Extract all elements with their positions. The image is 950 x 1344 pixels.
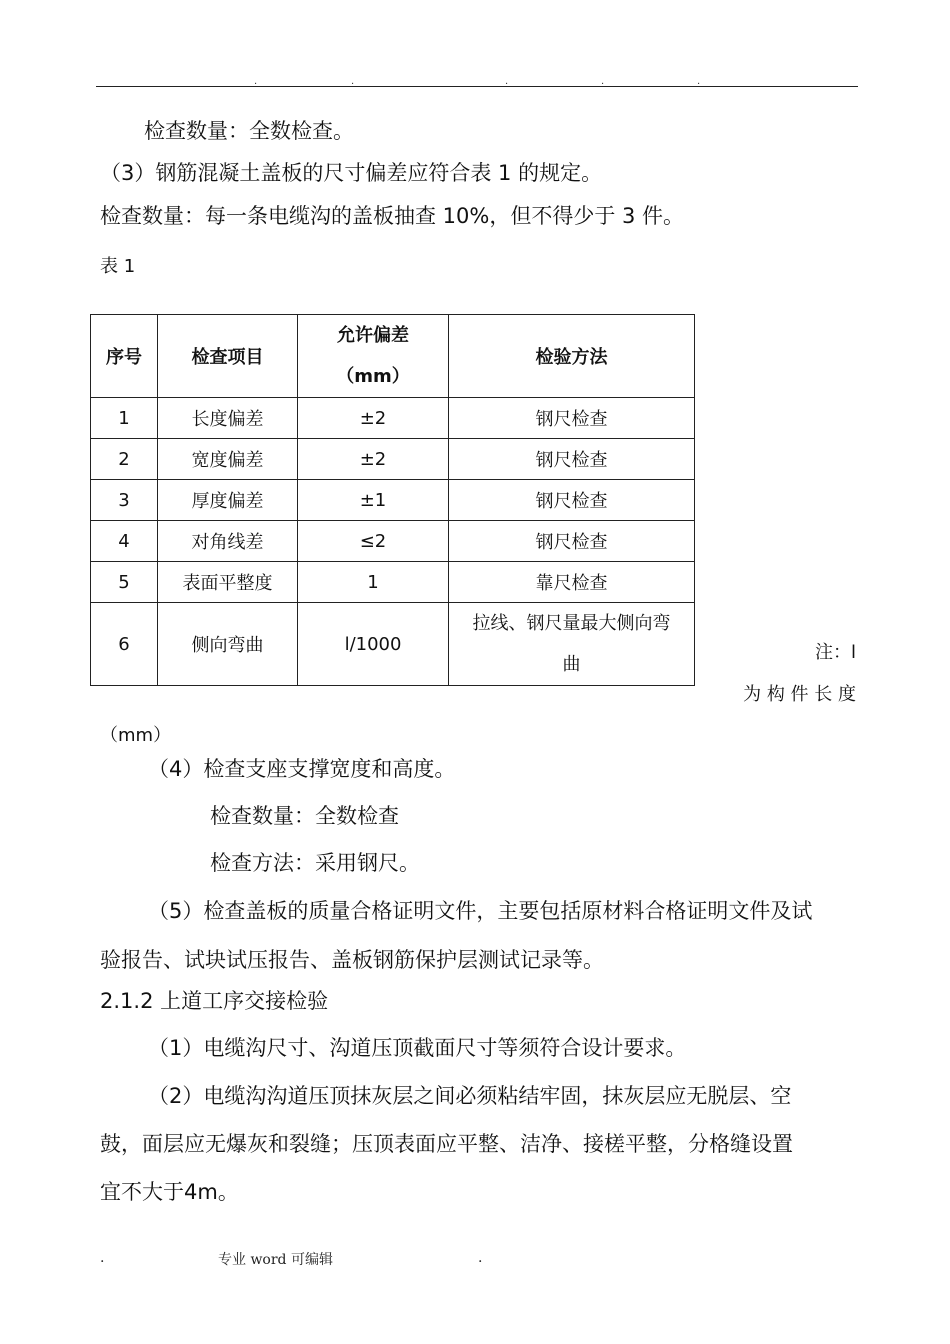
paragraph-check-method: 检查方法：采用钢尺。	[210, 851, 420, 875]
table-row	[91, 439, 695, 480]
cell-index: 5	[91, 562, 158, 603]
header-tolerance-unit: （mm）	[336, 366, 410, 387]
tolerance-table	[90, 314, 695, 686]
cell-index: 6	[91, 603, 158, 686]
footer-text: 专业 word 可编辑	[218, 1252, 333, 1268]
cell-item: 侧向弯曲	[158, 603, 298, 686]
header-dot: .	[351, 76, 355, 87]
paragraph-item-4: （4）检查支座支撑宽度和高度。	[148, 757, 456, 781]
cell-method: 钢尺检查	[449, 398, 695, 439]
cell-method: 钢尺检查	[449, 521, 695, 562]
footer-dot-left: .	[100, 1250, 105, 1266]
table-row	[91, 603, 695, 686]
note-text: 为 构 件 长 度	[743, 684, 856, 705]
paragraph-item-3: （3）钢筋混凝土盖板的尺寸偏差应符合表 1 的规定。	[100, 161, 603, 185]
header-rule	[96, 86, 858, 87]
header-tolerance-line1: 允许偏差	[337, 325, 409, 346]
table-row	[91, 480, 695, 521]
paragraph-section-item-1: （1）电缆沟尺寸、沟道压顶截面尺寸等须符合设计要求。	[148, 1036, 687, 1060]
cell-index: 1	[91, 398, 158, 439]
cell-item: 宽度偏差	[158, 439, 298, 480]
table-row	[91, 521, 695, 562]
paragraph-section-item-2-line3: 宜不大于4m。	[100, 1180, 239, 1204]
header-dot: .	[697, 76, 701, 87]
header-dot: .	[254, 76, 258, 87]
paragraph-check-quantity-2: 检查数量：全数检查	[210, 804, 399, 828]
table-caption: 表 1	[100, 256, 136, 277]
cell-item: 厚度偏差	[158, 480, 298, 521]
cell-tolerance: ±1	[298, 480, 449, 521]
paragraph-item-5-line2: 验报告、试块试压报告、盖板钢筋保护层测试记录等。	[100, 948, 604, 972]
cell-tolerance: ±2	[298, 398, 449, 439]
paragraph-sampling: 检查数量：每一条电缆沟的盖板抽查 10%，但不得少于 3 件。	[100, 204, 685, 228]
cell-tolerance: l/1000	[298, 603, 449, 686]
note-unit: （mm）	[100, 725, 172, 746]
header-index: 序号	[91, 315, 158, 398]
cell-method: 钢尺检查	[449, 480, 695, 521]
header-tolerance	[298, 315, 449, 398]
cell-tolerance: 1	[298, 562, 449, 603]
cell-method-line1: 拉线、钢尺量最大侧向弯	[472, 613, 671, 634]
cell-tolerance: ≤2	[298, 521, 449, 562]
table-row	[91, 398, 695, 439]
table-header-row	[91, 315, 695, 398]
note-label: 注：l	[814, 642, 856, 663]
cell-method: 钢尺检查	[449, 439, 695, 480]
section-heading: 2.1.2 上道工序交接检验	[100, 989, 329, 1013]
cell-index: 2	[91, 439, 158, 480]
cell-method-line2: 曲	[562, 654, 581, 675]
cell-index: 4	[91, 521, 158, 562]
cell-index: 3	[91, 480, 158, 521]
table-row	[91, 562, 695, 603]
paragraph-section-item-2-line2: 鼓，面层应无爆灰和裂缝；压顶表面应平整、洁净、接槎平整，分格缝设置	[100, 1132, 793, 1156]
header-dot: .	[505, 76, 509, 87]
paragraph-section-item-2-line1: （2）电缆沟沟道压顶抹灰层之间必须粘结牢固，抹灰层应无脱层、空	[148, 1084, 792, 1108]
paragraph-item-5-line1: （5）检查盖板的质量合格证明文件，主要包括原材料合格证明文件及试	[148, 899, 813, 923]
cell-method: 靠尺检查	[449, 562, 695, 603]
cell-item: 长度偏差	[158, 398, 298, 439]
header-dot: .	[601, 76, 605, 87]
footer-dot-right: .	[478, 1250, 483, 1266]
cell-item: 表面平整度	[158, 562, 298, 603]
paragraph-check-quantity: 检查数量：全数检查。	[144, 119, 354, 143]
cell-method	[449, 603, 695, 686]
cell-tolerance: ±2	[298, 439, 449, 480]
header-method: 检验方法	[449, 315, 695, 398]
header-item: 检查项目	[158, 315, 298, 398]
cell-item: 对角线差	[158, 521, 298, 562]
